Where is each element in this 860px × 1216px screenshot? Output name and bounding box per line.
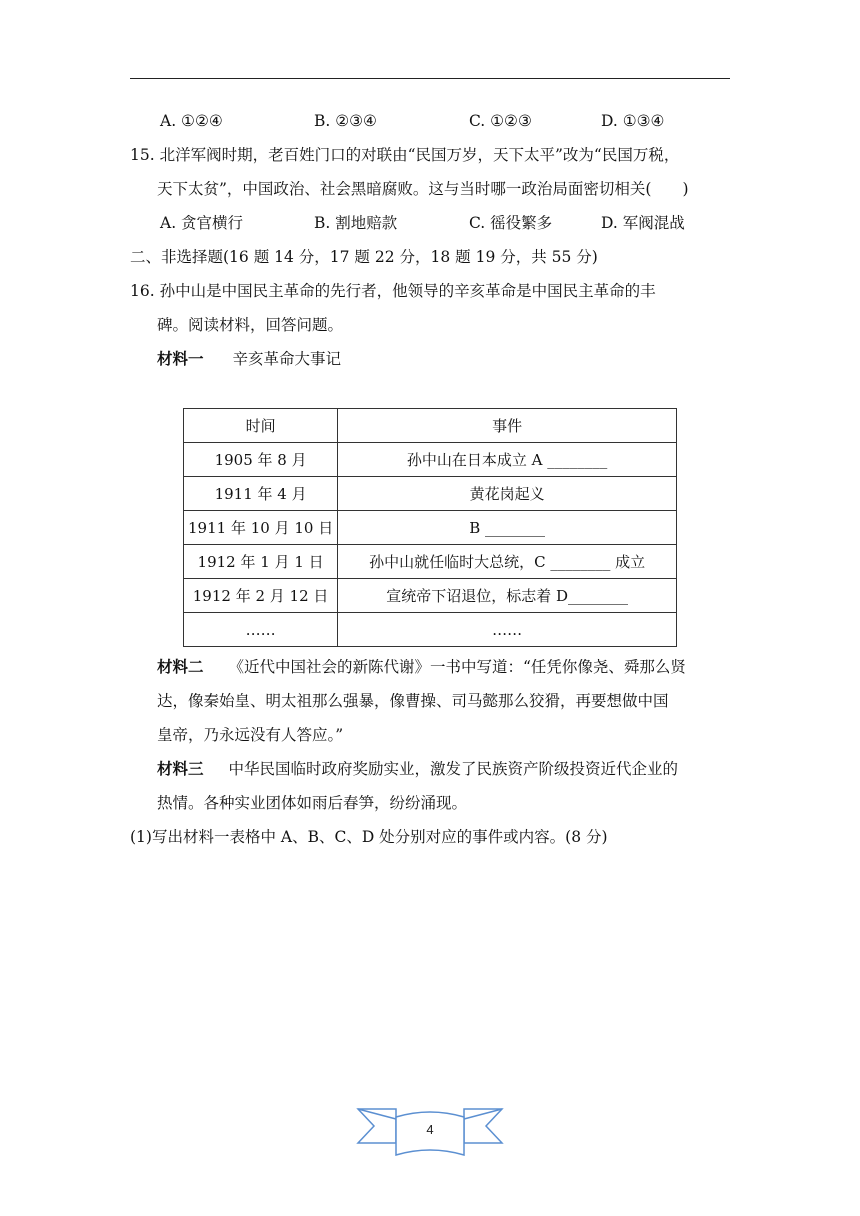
table-cell-event: 宣统帝下诏退位，标志着 D________ (338, 579, 677, 613)
table-cell-time: 1911 年 10 月 10 日 (184, 511, 338, 545)
table-row (184, 511, 677, 545)
events-table (183, 408, 677, 647)
q15-stem-line1: 15. 北洋军阀时期，老百姓门口的对联由“民国万岁，天下太平”改为“民国万税， (130, 146, 680, 164)
table-row (184, 579, 677, 613)
q16-stem-line2: 碑。阅读材料，回答问题。 (157, 316, 344, 334)
table-row (184, 477, 677, 511)
material3-line1 (157, 757, 678, 781)
material3-text: 中华民国临时政府奖励实业，激发了民族资产阶级投资近代企业的 (228, 760, 678, 778)
table-cell-event: 黄花岗起义 (338, 477, 677, 511)
table-cell-time: …… (184, 613, 338, 647)
material1-title: 辛亥革命大事记 (232, 350, 341, 368)
table-header-time: 时间 (184, 409, 338, 443)
table-cell-time: 1912 年 1 月 1 日 (184, 545, 338, 579)
table-cell-time: 1911 年 4 月 (184, 477, 338, 511)
q14-option-b: B. ②③④ (314, 112, 377, 130)
material2-line1 (157, 655, 686, 679)
table-cell-time: 1905 年 8 月 (184, 443, 338, 477)
material2-label: 材料二 (157, 657, 204, 676)
material3-line2: 热情。各种实业团体如雨后春笋，纷纷涌现。 (157, 794, 468, 812)
material2-line2: 达，像秦始皇、明太祖那么强暴，像曹操、司马懿那么狡猾，再要想做中国 (157, 692, 669, 710)
q16-stem-line1: 16. 孙中山是中国民主革命的先行者，他领导的辛亥革命是中国民主革命的丰 (130, 282, 656, 300)
page-number: 4 (426, 1122, 434, 1137)
table-header-event: 事件 (338, 409, 677, 443)
q14-option-a: A. ①②④ (160, 112, 223, 130)
table-row (184, 613, 677, 647)
section-title: 二、非选择题(16 题 14 分，17 题 22 分，18 题 19 分，共 55 分) (130, 248, 598, 266)
material1-label: 材料一 (157, 349, 204, 368)
material1-heading (157, 347, 341, 371)
q15-option-d: D. 军阀混战 (601, 214, 685, 232)
q15-option-a: A. 贪官横行 (160, 214, 244, 232)
q14-option-d: D. ①③④ (601, 112, 665, 130)
q14-option-c: C. ①②③ (469, 112, 532, 130)
material3-label: 材料三 (157, 759, 204, 778)
table-row (184, 545, 677, 579)
table-cell-event: 孙中山就任临时大总统，C ________ 成立 (338, 545, 677, 579)
table-cell-event: …… (338, 613, 677, 647)
material2-text: 《近代中国社会的新陈代谢》一书中写道：“任凭你像尧、舜那么贤 (228, 658, 686, 676)
table-header-row (184, 409, 677, 443)
q15-stem-line2: 天下太贫”，中国政治、社会黑暗腐败。这与当时哪一政治局面密切相关( ) (157, 180, 689, 198)
header-rule (130, 78, 730, 79)
table-row (184, 443, 677, 477)
q15-option-b: B. 割地赔款 (314, 214, 398, 232)
page-number-ribbon (356, 1103, 504, 1165)
material2-line3: 皇帝，乃永远没有人答应。” (157, 726, 344, 744)
q15-option-c: C. 徭役繁多 (469, 214, 553, 232)
table-cell-time: 1912 年 2 月 12 日 (184, 579, 338, 613)
q16-subquestion-1: (1)写出材料一表格中 A、B、C、D 处分别对应的事件或内容。(8 分) (130, 828, 608, 846)
table-cell-event: B ________ (338, 511, 677, 545)
table-cell-event: 孙中山在日本成立 A ________ (338, 443, 677, 477)
